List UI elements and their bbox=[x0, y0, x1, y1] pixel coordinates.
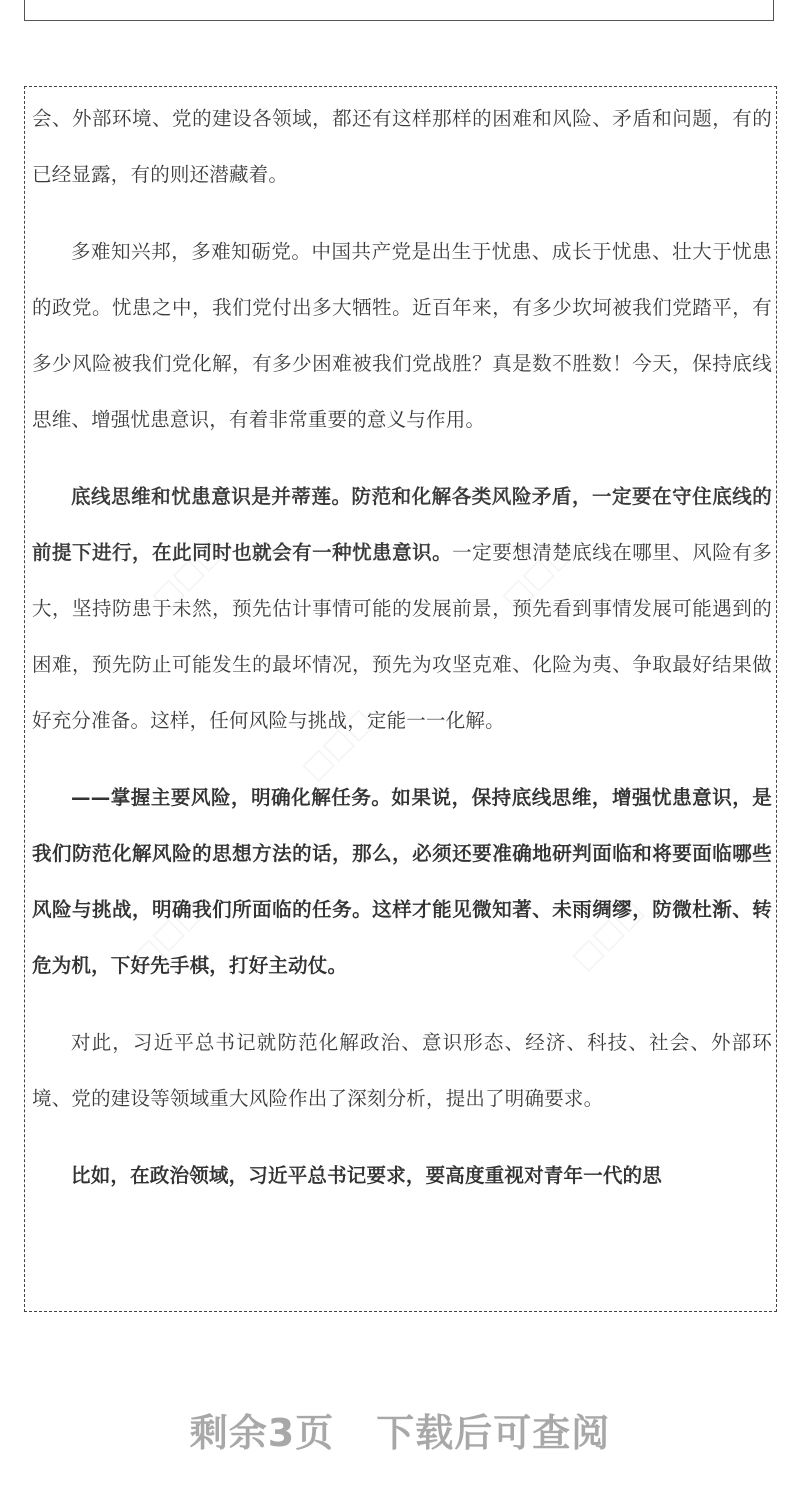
document-body bbox=[32, 91, 772, 1204]
paragraph-6: 比如，在政治领域，习近平总书记要求，要高度重视对青年一代的思 bbox=[71, 1164, 663, 1187]
remaining-pages-banner[interactable] bbox=[0, 1402, 800, 1457]
document-page bbox=[24, 86, 777, 1312]
paragraph-3-body: 一定要想清楚底线在哪里、风险有多大，坚持防患于未然，预先估计事情可能的发展前景，预先看到事情发展可能遇到的困难，预先防止可能发生的最坏情况，预先为攻坚克难、化险为夷、争取最好结果做好充分准备。这样，任何风险与挑战，定能一一化解。 bbox=[32, 541, 772, 732]
paragraph-1: 会、外部环境、党的建设各领域，都还有这样那样的困难和风险、矛盾和问题，有的已经显露，有的则还潜藏着。 bbox=[32, 107, 772, 186]
paragraph-4: ——掌握主要风险，明确化解任务。如果说，保持底线思维，增强忧患意识，是我们防范化解风险的思想方法的话，那么，必须还要准确地研判面临和将要面临哪些风险与挑战，明确我们所面临的任务。这样才能见微知著、未雨绸缪，防微杜渐、转危为机，下好先手棋，打好主动仗。 bbox=[32, 786, 772, 977]
paragraph-5: 对此，习近平总书记就防范化解政治、意识形态、经济、科技、社会、外部环境、党的建设等领域重大风险作出了深刻分析，提出了明确要求。 bbox=[32, 1031, 772, 1110]
paragraph-3 bbox=[32, 469, 772, 749]
download-hint-label: 下载后可查阅 bbox=[376, 1411, 611, 1455]
remaining-pages-label: 剩余3页 bbox=[189, 1411, 335, 1455]
paragraph-3-bold-lead: 底线思维和忧患意识是并蒂莲。防范和化解各类风险矛盾，一定要在守住底线的前提下进行，在此同时也就会有一种忧患意识。 bbox=[32, 485, 772, 564]
paragraph-2: 多难知兴邦，多难知砺党。中国共产党是出生于忧患、成长于忧患、壮大于忧患的政党。忧患之中，我们党付出多大牺牲。近百年来，有多少坎坷被我们党踏平，有多少风险被我们党化解，有多少困难被我们党战胜？真是数不胜数！今天，保持底线思维、增强忧患意识，有着非常重要的意义与作用。 bbox=[32, 240, 772, 431]
previous-page-frame bbox=[24, 0, 774, 21]
